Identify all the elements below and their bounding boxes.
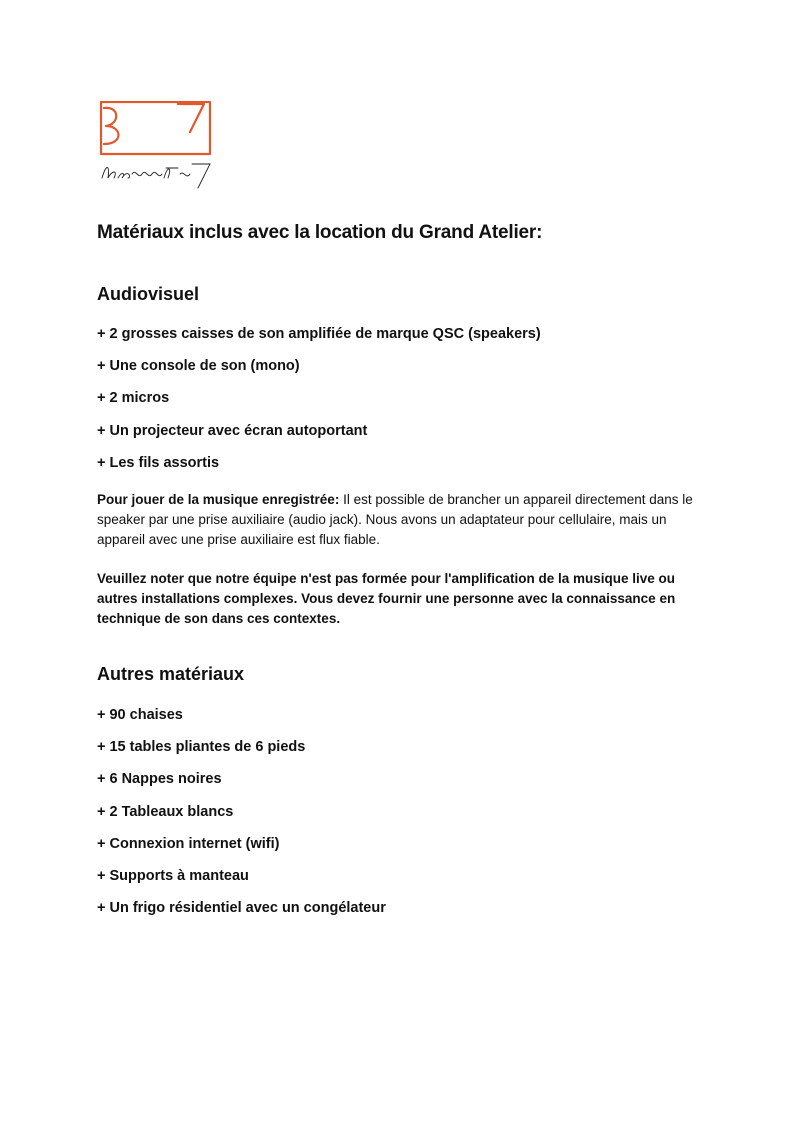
list-item: + 2 grosses caisses de son amplifiée de marque QSC (speakers) (97, 326, 541, 342)
list-item: + Une console de son (mono) (97, 358, 300, 375)
list-item: + Connexion internet (wifi) (97, 835, 280, 852)
list-item: + Supports à manteau (97, 867, 249, 884)
music-note-paragraph (97, 490, 707, 550)
list-item: + 2 Tableaux blancs (97, 803, 234, 820)
list-item: + Un frigo résidentiel avec un congélateur (97, 900, 386, 917)
list-item: + 2 micros (97, 390, 170, 407)
audiovisuel-list (97, 325, 541, 486)
batiment-7-logo (98, 98, 218, 190)
section-heading-audiovisuel: Audiovisuel (97, 284, 200, 304)
list-item: + 90 chaises (97, 707, 183, 723)
list-item: + Un projecteur avec écran autoportant (97, 422, 368, 439)
music-note-label: Pour jouer de la musique enregistrée: (97, 492, 340, 507)
list-item: + Les fils assortis (97, 454, 220, 471)
list-item: + 15 tables pliantes de 6 pieds (97, 739, 306, 756)
section-heading-autres-materiaux: Autres matériaux (97, 664, 245, 684)
list-item: + 6 Nappes noires (97, 771, 222, 788)
page-title: Matériaux inclus avec la location du Grand Atelier: (97, 222, 543, 243)
autres-materiaux-list (97, 706, 386, 931)
music-note-text: Il est possible de brancher un appareil directement dans le speaker par une prise auxiliaire (audio jack). Nous avons un adaptateur pour cellulaire, mais un appareil avec une prise auxiliaire est flux fiable. (97, 492, 693, 547)
sound-warning-paragraph: Veuillez noter que notre équipe n'est pas formée pour l'amplification de la musique live ou autres installations complexes. Vous devez fournir une personne avec la connaissance en technique de son dans ces contextes. (97, 571, 676, 626)
